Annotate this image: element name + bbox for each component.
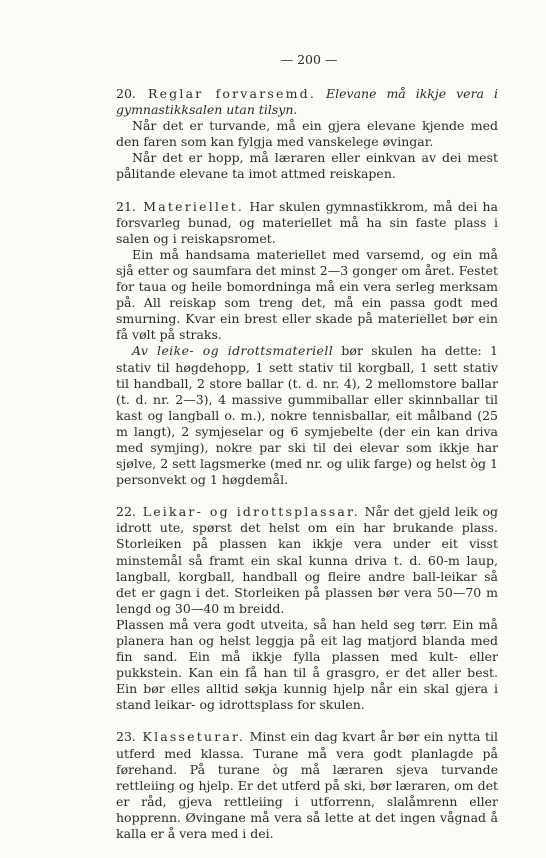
- section-number: 21.: [116, 198, 136, 214]
- section-22: [116, 504, 498, 713]
- equipment-paragraph: [116, 343, 498, 488]
- section-23-heading: [116, 729, 498, 842]
- section-20-heading: [116, 86, 498, 118]
- page-number: — 200 —: [280, 52, 338, 67]
- paragraph: Når det er turvande, må ein gjera elevane kjende med den faren som kan fylgja med vanskelege øvingar.: [116, 118, 498, 150]
- section-21: [116, 199, 498, 489]
- section-subtitle: Elevane må ikkje vera i gymnastikksalen utan tilsyn.: [116, 86, 498, 118]
- section-lead: Minst ein dag kvart år bør ein nytta til utferd med klassa. Turane må vera godt planlagde på førehand. På turane òg må læraren sjeva turvande rettleiing og hjelp. Er det utferd på ski, bør læraren, om det er råd, gjeva rettleiing i utforrenn, slalåmrenn eller hopprenn. Øvingane må vera så lette at det ingen vågnad å kalla er å vera med i dei.: [116, 729, 498, 842]
- section-title: Materiellet.: [143, 198, 245, 214]
- section-title: Leikar- og idrottsplassar.: [142, 504, 360, 520]
- section-22-heading: [116, 504, 498, 617]
- section-number: 22.: [116, 504, 136, 520]
- section-lead: Når det gjeld leik og idrott ute, spørst det helst om ein har brukande plass. Storleiken på plassen kan ikkje vera under eit visst minstemål så framt ein skal kunna driva t. d. 60-m laup, langball, korgball, handball og fleire andre ball-leikar så det er gagn i det. Storleiken på plassen bør vera 50—70 m lengd og 30—40 m breidd.: [116, 504, 498, 616]
- section-23: [116, 729, 498, 842]
- section-title: Reglar forvarsemd.: [147, 86, 317, 101]
- equipment-text: bør skulen ha dette: 1 stativ til høgdehopp, 1 sett stativ til korgball, 1 sett stativ til handball, 2 store ballar (t. d. nr. 4), 2 mellomstore ballar (t. d. nr. 2—3), 4 massive gummiballar eller skinnballar til kast og langball o. m.), nokre tennisballar, eit målband (25 m langt), 2 symjeselar og 6 symjebelte (der ein kan driva med symjing), nokre par ski til dei elevar som ikkje har sjølve, 2 sett lagsmerke (med nr. og ulik farge) og helst òg 1 personvekt og 1 høgdemål.: [116, 343, 498, 488]
- section-21-heading: [116, 199, 498, 247]
- section-lead: Har skulen gymnastikkrom, må dei ha forsvarleg bunad, og materiellet må ha sin faste plass i salen og i reiskapsromet.: [116, 198, 498, 246]
- section-number: 20.: [116, 86, 136, 101]
- section-title: Klasseturar.: [142, 729, 246, 745]
- paragraph: Ein må handsama materiellet med varsemd, og ein må sjå etter og saumfara det minst 2—3 gonger om året. Festet for taua og heile bomordninga må ein vera serleg merksam på. All reiskap som treng det, må ein passa godt med smurning. Kvar ein brest eller skade på materiellet bør ein få vølt på straks.: [116, 246, 498, 343]
- section-20: [116, 86, 498, 183]
- paragraph: Plassen må vera godt utveita, så han held seg tørr. Ein må planera han og helst leggja på eit lag matjord blanda med fin sand. Ein må ikkje fylla plassen med kult- eller pukkstein. Kan ein få han til å grasgro, er det aller best. Ein bør elles alltid søkja kunnig hjelp når ein skal gjera i stand leikar- og idrottsplass for skulen.: [116, 616, 498, 713]
- section-number: 23.: [116, 729, 136, 745]
- paragraph: Når det er hopp, må læraren eller einkvan av dei mest pålitande elevane ta imot attmed reiskapen.: [116, 150, 498, 182]
- equipment-intro: Av leike- og idrottsmateriell: [132, 343, 334, 359]
